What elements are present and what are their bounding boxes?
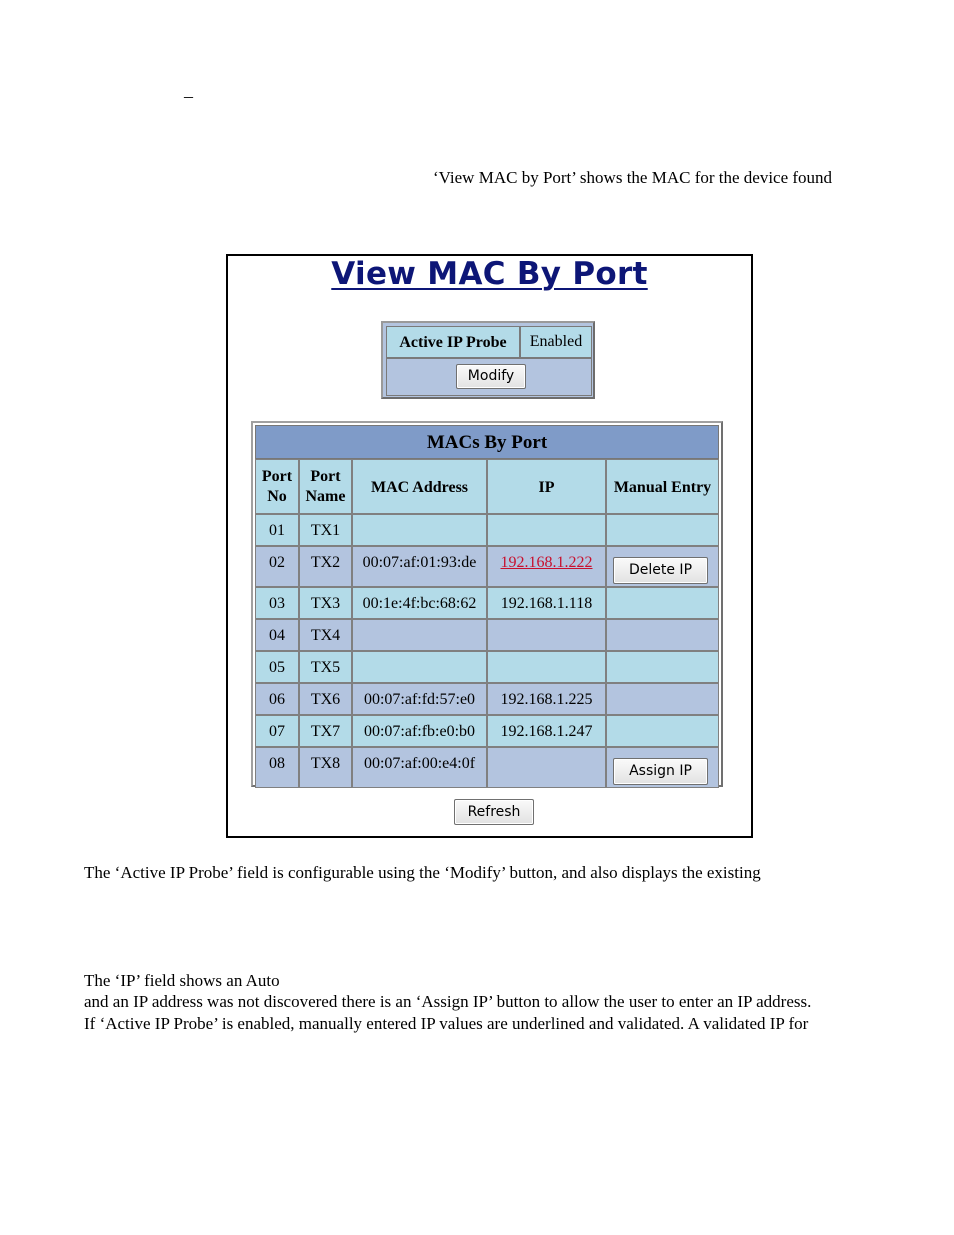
cell-port [255,747,299,788]
paragraph-active-ip-probe: The ‘Active IP Probe’ field is configurable using the ‘Modify’ button, and also displays the existing [84,863,761,882]
cell-button [606,619,719,651]
col-header-port-name-line2: Name [305,488,346,505]
cell-button [606,747,719,788]
cell-port [255,683,299,715]
ip-link[interactable]: 192.168.1.222 [500,554,593,571]
col-header-port-no-line2: No [267,488,287,505]
col-header-mac: MAC Address [352,459,487,514]
cell-port [255,715,299,747]
cell-ip [487,514,606,546]
cell-name-text: TX1 [310,522,341,539]
cell-name [299,715,352,747]
cell-port [255,587,299,619]
cell-ip [487,715,606,747]
cell-port [255,546,299,587]
cell-name [299,587,352,619]
cell-mac [352,619,487,651]
cell-ip [487,619,606,651]
cell-port [255,619,299,651]
assign-ip-button[interactable]: Assign IP [613,758,708,785]
cell-ip [487,747,606,788]
cell-ip [487,651,606,683]
cell-name-text: TX7 [310,723,341,740]
cell-name-text: TX3 [310,595,341,612]
cell-mac [352,514,487,546]
cell-mac [352,651,487,683]
cell-port-text: 04 [269,627,285,644]
cell-mac [352,587,487,619]
cell-mac [352,546,487,587]
cell-port [255,651,299,683]
cell-button [606,587,719,619]
probe-label: Active IP Probe [386,326,520,358]
cell-port-text: 03 [269,595,285,612]
col-header-manual-entry: Manual Entry [606,459,719,514]
cell-name [299,683,352,715]
cell-mac-text: 00:1e:4f:bc:68:62 [362,595,477,612]
refresh-button[interactable]: Refresh [454,799,534,825]
cell-name-text: TX5 [310,659,341,676]
cell-name-text: TX4 [310,627,341,644]
cell-ip-text: 192.168.1.118 [500,595,593,612]
probe-value: Enabled [520,326,592,358]
col-header-port-no-line1: Port [261,468,293,485]
cell-name [299,546,352,587]
cell-ip [487,683,606,715]
cell-name [299,619,352,651]
page-title: View MAC By Port [331,256,648,292]
paragraph-ip-field-line2: and an IP address was not discovered there is an ‘Assign IP’ button to allow the user to enter an IP address. [84,992,812,1011]
cell-ip [487,546,606,587]
active-ip-probe-table [381,321,595,399]
cell-port [255,514,299,546]
col-header-ip: IP [487,459,606,514]
cell-port-text: 06 [269,691,285,708]
cell-ip-text: 192.168.1.225 [500,691,593,708]
cell-button [606,715,719,747]
cell-port-text: 08 [269,755,285,772]
cell-name [299,747,352,788]
cell-ip [487,587,606,619]
probe-button-cell [386,358,592,396]
cell-mac-text: 00:07:af:fb:e0:b0 [363,723,476,740]
cell-name-text: TX8 [310,755,341,772]
cell-mac-text: 00:07:af:fd:57:e0 [363,691,476,708]
cell-name [299,514,352,546]
col-header-port-name-line1: Port [310,468,341,485]
paragraph-ip-field-line1: The ‘IP’ field shows an Auto [84,971,280,990]
cell-button [606,651,719,683]
cell-mac [352,683,487,715]
cell-name-text: TX2 [310,554,341,571]
table-header: MACs By Port [255,425,719,459]
cell-port-text: 02 [269,554,285,571]
cell-port-text: 01 [269,522,285,539]
delete-ip-button[interactable]: Delete IP [613,557,708,584]
cell-name [299,651,352,683]
cell-mac-text: 00:07:af:00:e4:0f [363,755,476,772]
macs-by-port-table [251,421,723,787]
col-header-port-no [255,459,299,514]
cell-ip-text: 192.168.1.247 [500,723,593,740]
paragraph-ip-field-line3: If ‘Active IP Probe’ is enabled, manually entered IP values are underlined and validated. A validated IP for [84,1014,809,1033]
cell-button [606,683,719,715]
modify-button[interactable]: Modify [456,364,526,389]
cell-port-text: 05 [269,659,285,676]
cell-mac [352,747,487,788]
cell-button [606,546,719,587]
cell-mac-text: 00:07:af:01:93:de [362,554,477,571]
cell-mac [352,715,487,747]
intro-text: ‘View MAC by Port’ shows the MAC for the device found [433,168,833,187]
cell-button [606,514,719,546]
cell-name-text: TX6 [310,691,341,708]
heading-dash: – [184,86,193,106]
cell-port-text: 07 [269,723,285,740]
col-header-port-name [299,459,352,514]
figure-frame [226,254,753,838]
